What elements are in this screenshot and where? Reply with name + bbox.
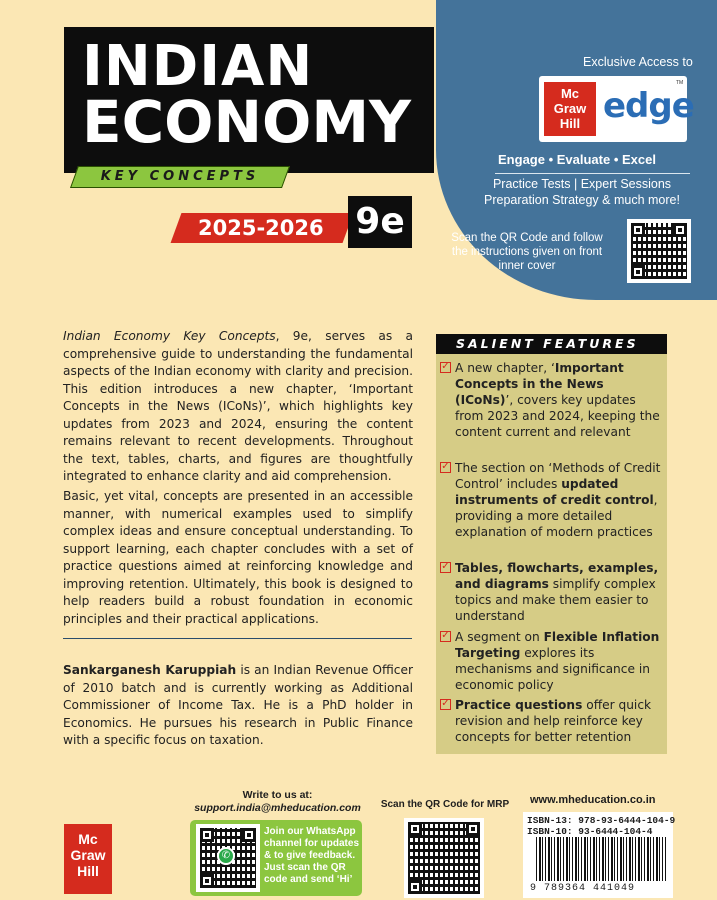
checkbox-icon: ✓ (441, 361, 450, 372)
mrp-qr-label: Scan the QR Code for MRP (380, 799, 510, 810)
title-line-2: ECONOMY (82, 88, 412, 156)
author-name: Sankarganesh Karuppiah (63, 663, 237, 677)
feature-bold: updated instruments of credit control (455, 477, 654, 507)
description-para1-text: , 9e, serves as a comprehensive guide to understanding the fundamental aspects of the Indian economy with clarity and precision. This edition introduces a new chapter, ‘Important Concepts in the News (ICoNs)’, which highlights key updates from 2023 and 2024, ensuring the content remains relevant to recent developments. Throughout the text, tables, charts, and figures are thoughtfully integrated to enhance clarity and aid comprehension. (63, 329, 413, 483)
whatsapp-text: Join our WhatsApp channel for updates & to give feedback. Just scan the QR code and send ‘Hi’ (264, 826, 360, 885)
subtitle-text: KEY CONCEPTS (100, 169, 260, 184)
salient-features-heading: SALIENT FEATURES (436, 334, 667, 354)
title-block (64, 27, 434, 173)
feature-text: ’, covers key updates from 2023 and 2024, keeping the content current and relevant (455, 393, 660, 439)
whatsapp-icon: ✆ (217, 847, 235, 865)
feature-text: explores its mechanisms and significance in economic policy (455, 646, 650, 692)
feature-bold: Tables, flowcharts, examples, and diagrams (455, 561, 659, 591)
edge-divider (495, 173, 690, 174)
edge-features-line-2: Preparation Strategy & much more! (484, 193, 680, 207)
feature-bold: Practice questions (455, 698, 583, 712)
feature-text: simplify complex topics and make them easier to understand (455, 577, 656, 623)
edge-features-line-1: Practice Tests | Expert Sessions (492, 177, 672, 191)
description-paragraph-1 (63, 328, 413, 486)
edge-access-text: Exclusive Access to (583, 55, 693, 69)
feature-text: The section on ‘Methods of Credit Control’ includes (455, 461, 661, 491)
feature-text: A new chapter, ‘ (455, 361, 555, 375)
subtitle-banner (70, 166, 290, 188)
year-text: 2025-2026 (198, 216, 324, 240)
edge-qr-instruction: Scan the QR Code and follow the instructions given on front inner cover (451, 232, 603, 272)
author-bio (63, 662, 413, 750)
website-link[interactable]: www.mheducation.co.in (530, 794, 656, 806)
checkbox-icon: ✓ (441, 561, 450, 572)
mcgrawhill-logo-small: Mc Graw Hill (544, 82, 596, 136)
checkbox-icon: ✓ (441, 698, 450, 709)
author-bio-text: is an Indian Revenue Officer of 2010 batch and is currently working as Additional Commissioner of Income Tax. He is a PhD holder in Economics. He pursues his research in Public Finance with a specific focus on taxation. (63, 663, 414, 747)
feature-bold: Important Concepts in the News (ICoNs) (455, 361, 624, 407)
checkbox-icon: ✓ (441, 461, 450, 472)
edge-wordmark: edge (603, 86, 694, 126)
write-to-us (190, 789, 365, 815)
edge-tagline: Engage • Evaluate • Excel (498, 152, 656, 167)
divider-rule (63, 638, 412, 639)
description-paragraph-2: Basic, yet vital, concepts are presented in an accessible manner, with numerical examples used to simplify complex ideas and ensure conceptual understanding. To support learning, each chapter concludes with a set of practice questions aimed at reinforcing knowledge and improving retention. Ultimately, this book is designed to help readers build a robust foundation in economic principles and their practical applications. (63, 489, 413, 626)
barcode-number: 9 789364 441049 (530, 883, 636, 894)
edge-features (437, 176, 717, 208)
edge-qr-code[interactable] (627, 219, 691, 283)
book-title-italic: Indian Economy Key Concepts (63, 329, 276, 343)
edition-badge: 9e (348, 196, 412, 248)
isbn-10: ISBN-10: 93-6444-104-4 (527, 826, 653, 837)
mrp-qr-code[interactable] (404, 818, 484, 898)
feature-text: offer quick revision and help reinforce key concepts for better retention (455, 698, 652, 744)
edge-tm: TM (676, 80, 684, 86)
mcgrawhill-logo: Mc Graw Hill (64, 824, 112, 894)
edge-logo (539, 76, 694, 142)
barcode (536, 837, 666, 881)
support-email[interactable]: support.india@mheducation.com (194, 802, 361, 814)
feature-text: A segment on (455, 630, 544, 644)
checkbox-icon: ✓ (441, 630, 450, 641)
feature-bold: Flexible Inflation Targeting (455, 630, 660, 660)
write-label: Write to us at: (242, 789, 313, 801)
title-line-1: INDIAN (82, 34, 314, 99)
isbn-13: ISBN-13: 978-93-6444-104-9 (527, 815, 676, 826)
feature-text: , providing a more detailed explanation of modern practices (455, 493, 658, 539)
